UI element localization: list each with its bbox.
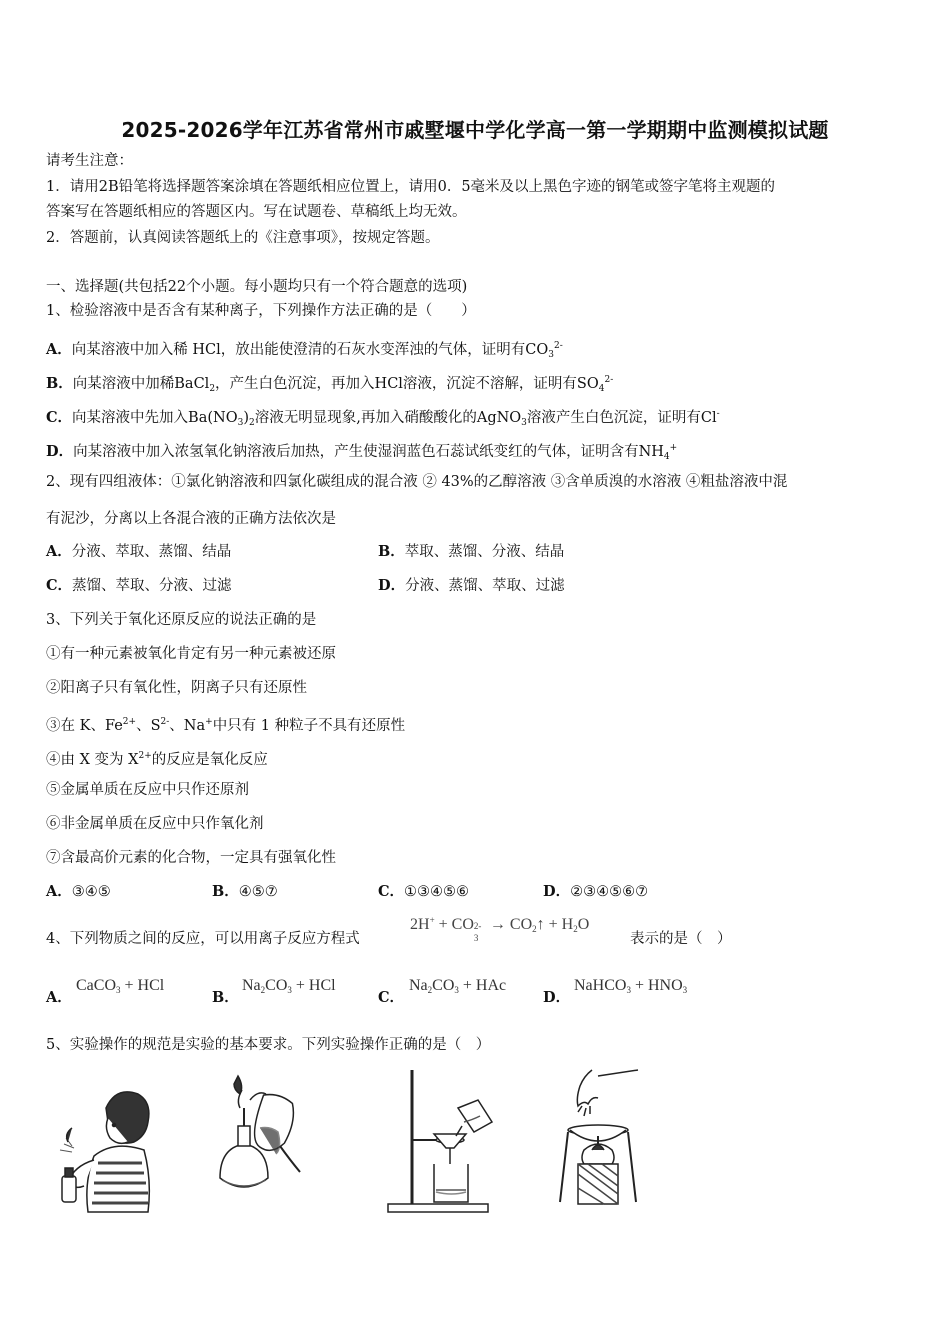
q3-option-c: C．①③④⑤⑥ [378, 883, 470, 900]
q3-statement-7: ⑦含最高价元素的化合物，一定具有强氧化性 [46, 850, 336, 866]
q4-option-c-formula: $Na_2CO_3$ + HAc [409, 977, 507, 995]
q2-option-a: A．分液、萃取、蒸馏、结晶 [46, 543, 232, 560]
q3-statement-3: ③在 K、$Fe^{2+}$、$S^{2-}$、Na+中只有 1 种粒子不具有还原性 [46, 717, 406, 734]
experiment-figure-d [548, 1068, 658, 1218]
q1-option-a: A．向某溶液中加入稀 HCl，放出能使澄清的石灰水变浑浊的气体，证明有$CO_3^{2-}$ [46, 341, 563, 360]
notice-heading: 请考生注意： [46, 153, 133, 169]
notice-item-2: 2．答题前，认真阅读答题纸上的《注意事项》，按规定答题。 [46, 230, 440, 246]
q3-statement-4: ④由 X 变为 $X^{2+}$的反应是氧化反应 [46, 751, 268, 768]
experiment-figure-c [378, 1068, 498, 1218]
q2-option-b: B．萃取、蒸馏、分液、结晶 [378, 543, 565, 560]
q4-option-a-label: A． [46, 989, 72, 1006]
q4-option-d-label: D． [543, 989, 571, 1006]
q4-stem-pre: 4、下列物质之间的反应，可以用离子反应方程式 [46, 931, 360, 947]
q4-option-c-label: C． [378, 989, 405, 1006]
q4-option-b-formula: $Na_2CO_3$ + HCl [242, 977, 336, 995]
q3-option-b: B．④⑤⑦ [212, 883, 278, 900]
q3-option-d: D．②③④⑤⑥⑦ [543, 883, 649, 900]
q1-option-d: D．向某溶液中加入浓氢氧化钠溶液后加热，产生使湿润蓝色石蕊试纸变红的气体，证明含有$NH_4^+$ [46, 443, 678, 462]
q5-stem: 5、实验操作的规范是实验的基本要求。下列实验操作正确的是（ ） [46, 1037, 491, 1053]
q2-stem-a: 2、现有四组液体：①氯化钠溶液和四氯化碳组成的混合液 ② 43%的乙醇溶液 ③含单质溴的水溶液 ④粗盐溶液中混 [46, 474, 788, 490]
experiment-figure-b [208, 1068, 318, 1218]
notice-item-1b: 答案写在答题纸相应的答题区内。写在试题卷、草稿纸上均无效。 [46, 204, 467, 220]
q1-option-b: B．向某溶液中加稀BaCl$_2$，产生白色沉淀，再加入HCl溶液，沉淀不溶解，证明有$SO_4^{2-}$ [46, 375, 614, 394]
q3-statement-2: ②阳离子只有氧化性，阴离子只有还原性 [46, 680, 307, 696]
section-heading: 一、选择题(共包括22个小题。每小题均只有一个符合题意的选项) [46, 279, 468, 295]
q3-option-a: A．③④⑤ [46, 883, 111, 900]
notice-item-1a: 1．请用2B铅笔将选择题答案涂填在答题纸相应位置上，请用0．5毫米及以上黑色字迹的钢笔或签字笔将主观题的 [46, 179, 776, 195]
q4-ionic-equation: 2H+ + CO 2- 3 → $CO_2↑ + H_2O$ [410, 915, 590, 943]
q3-statement-1: ①有一种元素被氧化肯定有另一种元素被还原 [46, 646, 336, 662]
q3-stem: 3、下列关于氧化还原反应的说法正确的是 [46, 612, 317, 628]
q2-option-c: C．蒸馏、萃取、分液、过滤 [46, 577, 232, 594]
q4-option-d-formula: NaHCO$_3$ + $HNO_3$ [574, 977, 688, 995]
q3-statement-6: ⑥非金属单质在反应中只作氧化剂 [46, 816, 264, 832]
q1-stem: 1、检验溶液中是否含有某种离子，下列操作方法正确的是（ ） [46, 303, 476, 319]
exam-title: 2025-2026学年江苏省常州市戚墅堰中学化学高一第一学期期中监测模拟试题 [121, 118, 829, 142]
q2-stem-b: 有泥沙，分离以上各混合液的正确方法依次是 [46, 511, 336, 527]
q1-option-c: C．向某溶液中先加入$Ba(NO_3)_2$溶液无明显现象,再加入硝酸酸化的AgNO$_3$溶液产生白色沉淀，证明有Cl- [46, 409, 720, 428]
q4-stem-post: 表示的是（ ） [630, 931, 732, 947]
experiment-figure-a [44, 1068, 164, 1218]
q4-option-a-formula: CaCO$_3$ + HCl [76, 977, 165, 995]
q4-option-b-label: B． [212, 989, 239, 1006]
q3-statement-5: ⑤金属单质在反应中只作还原剂 [46, 782, 249, 798]
q2-option-d: D．分液、蒸馏、萃取、过滤 [378, 577, 565, 594]
